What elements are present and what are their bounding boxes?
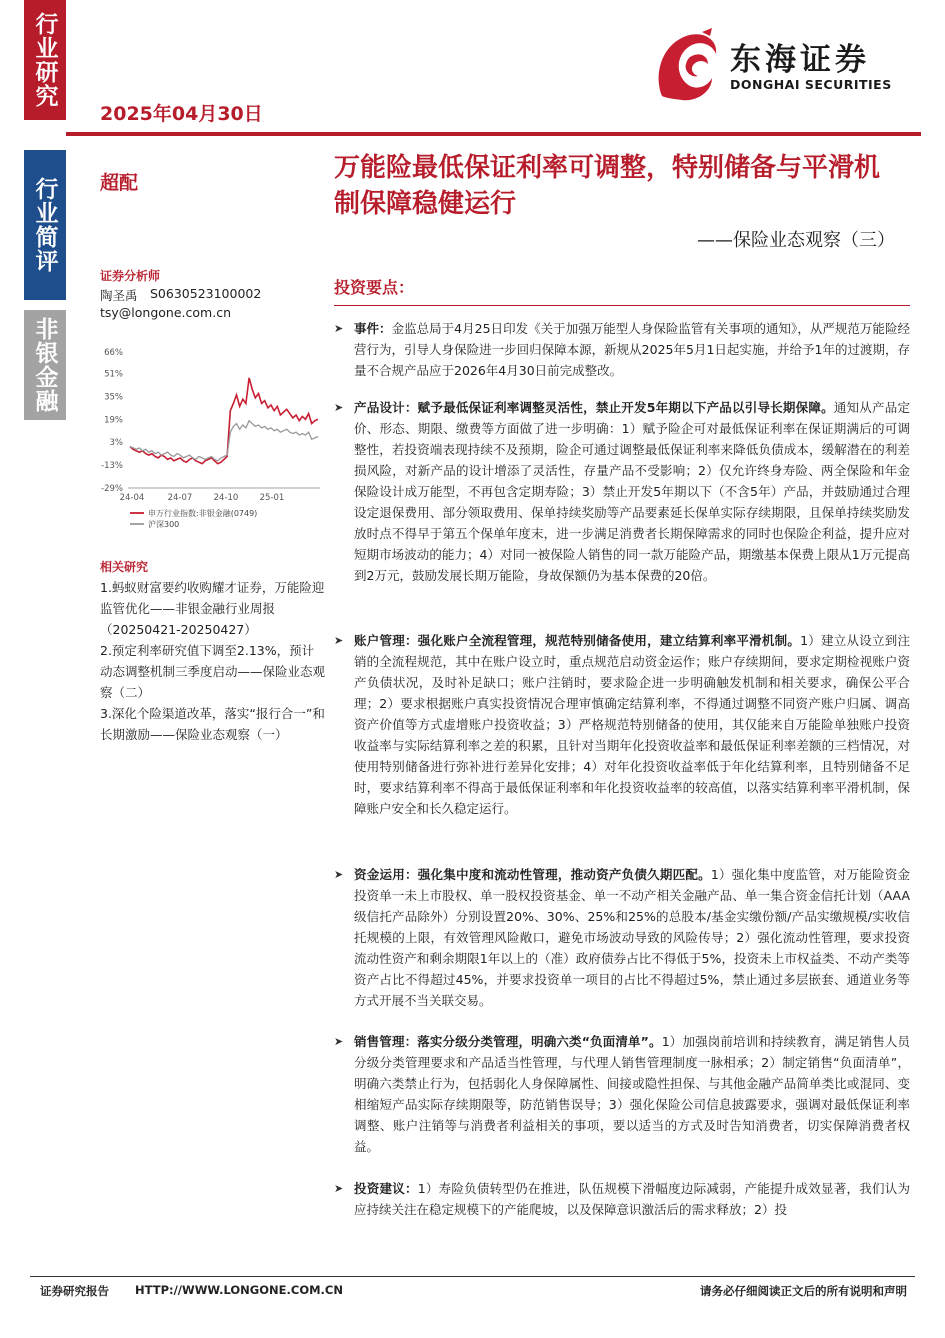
points-divider [334, 305, 910, 306]
index-performance-chart [96, 340, 326, 540]
report-subtitle: ——保险业态观察（三） [697, 230, 895, 251]
related-research-heading: 相关研究 [100, 560, 149, 574]
point-event [334, 318, 910, 381]
side-tab-sector [24, 310, 66, 420]
analyst-heading: 证券分析师 [100, 269, 161, 283]
series-line-1 [130, 421, 318, 461]
point-body: 1）加强岗前培训和持续教育，满足销售人员分级分类管理要求和产品适当性管理，与代理人销售管理制度一脉相承；2）制定销售“负面清单”，明确六类禁止行为，包括弱化人身保障属性、间接或隐性担保、与其他金融产品简单类比或混同、变相缩短产品实际存续期限等，防范销售误导；3）强化保险公司信息披露要求，强调对最低保证利率调整、账户注销等与消费者利益相关的事项，要以适当的方式及时告知消费者，切实保障消费者权益。 [354, 1034, 910, 1154]
rating-badge: 超配 [100, 172, 139, 194]
x-tick-label: 24-07 [167, 493, 193, 503]
y-tick-label: -13% [101, 461, 123, 472]
dragon-logo-icon [652, 26, 724, 106]
chevron-right-icon: ➤ [334, 634, 344, 647]
report-date: 2025年04月30日 [100, 103, 263, 125]
top-divider [66, 132, 921, 136]
side-tab-industry-research [24, 0, 66, 120]
chevron-right-icon: ➤ [334, 322, 344, 335]
chart-canvas [96, 340, 326, 540]
point-product-design [334, 397, 910, 586]
point-investment-advice [334, 1178, 910, 1220]
side-tab-industry-brief [24, 150, 66, 300]
x-tick-label: 25-01 [259, 493, 285, 503]
chevron-right-icon: ➤ [334, 1182, 344, 1195]
analyst-name: 陶圣禹 [100, 288, 138, 303]
related-research-item[interactable]: 1.蚂蚁财富要约收购耀才证券，万能险迎监管优化——非银金融行业周报（20250421-20250427） [100, 580, 325, 637]
point-sales-management [334, 1031, 910, 1157]
point-lead: 资金运用：强化集中度和流动性管理，推动资产负债久期匹配。 [354, 867, 711, 882]
point-lead: 投资建议： [354, 1181, 418, 1196]
x-tick-label: 24-10 [213, 493, 239, 503]
y-tick-label: 3% [109, 438, 123, 449]
footer-website-link[interactable]: HTTP://WWW.LONGONE.COM.CN [135, 1283, 343, 1297]
chevron-right-icon: ➤ [334, 1035, 344, 1048]
series-line-0 [130, 378, 318, 464]
y-tick-label: 19% [104, 415, 123, 426]
side-tab-label: 行业简评 [31, 177, 58, 273]
point-fund-usage [334, 864, 910, 1011]
point-body: 1）强化集中度监管，对万能险资金投资单一未上市股权、单一股权投资基金、单一不动产相关金融产品、单一集合资金信托计划（AAA级信托产品除外）分别设置20%、30%、25%和25%的总股本/基金实缴份额/产品实缴规模/实收信托规模的上限，有效管理风险敞口，避免市场波动导致的风险传导；2）强化流动性管理，要求投资流动性资产和剩余期限1年以上的（准）政府债券占比不得低于5%，投资未上市权益类、不动产类等资产占比不得超过45%，并要求投资单一项目的占比不得超过5%，禁止通过多层嵌套、通道业务等方式开展不当关联交易。 [354, 867, 910, 1008]
analyst-email[interactable]: tsy@longone.com.cn [100, 305, 231, 320]
chevron-right-icon: ➤ [334, 868, 344, 881]
point-body: 1）建立从设立到注销的全流程规范，其中在账户设立时，重点规范启动资金运作；账户存续期间，要求定期检视账户资产负债状况，及时补足缺口；账户注销时，要求险企进一步明确触发机制和相关要求，确保公平合理；2）要求根据账户真实投资情况合理审慎确定结算利率，不得通过调整不同资产账户归属、调高资产价值等方式虚增账户投资收益；3）严格规范特别储备的使用，其仅能来自万能险单独账户投资收益率与实际结算利率之差的积累，且针对当期年化投资收益率和最低保证利率差额的三档情况，对使用特别储备进行弥补进行差异化安排；4）对年化投资收益率低于年化结算利率，且特别储备不足时，要求结算利率不得高于最低保证利率和年化投资收益率的较高值，以落实结算利率平滑机制，保障账户安全和长久稳定运行。 [354, 633, 910, 816]
report-title: 万能险最低保证利率可调整，特别储备与平滑机制保障稳健运行 [334, 153, 881, 219]
legend-label: 沪深300 [148, 520, 180, 529]
analyst-license-id: S0630523100002 [150, 286, 262, 301]
investment-points-heading: 投资要点： [334, 278, 415, 297]
y-tick-label: 35% [104, 392, 123, 403]
y-tick-label: 51% [104, 369, 123, 380]
footer-divider [30, 1276, 915, 1277]
point-lead: 账户管理：强化账户全流程管理，规范特别储备使用，建立结算利率平滑机制。 [354, 633, 801, 648]
footer-disclaimer: 请务必仔细阅读正文后的所有说明和声明 [700, 1284, 907, 1298]
y-tick-label: -29% [101, 484, 123, 494]
point-account-management [334, 630, 910, 819]
side-tab-label: 非银金融 [31, 317, 58, 413]
related-research-item[interactable]: 2.预定利率研究值下调至2.13%，预计动态调整机制三季度启动——保险业态观察（二） [100, 643, 326, 700]
x-tick-label: 24-04 [119, 493, 145, 503]
footer-report-type: 证券研究报告 [40, 1284, 109, 1298]
point-body: 1）寿险负债转型仍在推进，队伍规模下滑幅度边际减弱，产能提升成效显著，我们认为应持续关注在稳定规模下的产能爬坡，以及保障意识激活后的需求释放；2）投 [354, 1181, 910, 1217]
logo-chinese-name: 东海证券 [730, 42, 870, 78]
point-lead: 销售管理：落实分级分类管理，明确六类“负面清单”。 [354, 1034, 662, 1049]
logo-english-name: DONGHAI SECURITIES [730, 77, 892, 92]
related-research-item[interactable]: 3.深化个险渠道改革，落实“报行合一”和长期激励——保险业态观察（一） [100, 706, 325, 742]
point-lead: 产品设计：赋予最低保证利率调整灵活性，禁止开发5年期以下产品以引导长期保障。 [354, 400, 834, 415]
y-tick-label: 66% [104, 348, 123, 358]
chevron-right-icon: ➤ [334, 401, 344, 414]
company-logo [650, 22, 910, 108]
related-research-list [100, 577, 326, 745]
side-tab-label: 行业研究 [31, 12, 58, 108]
point-body: 金监总局于4月25日印发《关于加强万能型人身保险监管有关事项的通知》，从严规范万能险经营行为，引导人身保险进一步回归保障本源，新规从2025年5月1日起实施，并给予1年的过渡期，存量不合规产品应于2026年4月30日前完成整改。 [354, 321, 910, 378]
point-lead: 事件： [354, 321, 392, 336]
point-body: 通知从产品定价、形态、期限、缴费等方面做了进一步明确：1）赋予险企可对最低保证利率在保证期满后的可调整性，若投资端表现持续不及预期，险企可通过调整最低保证利率来降低负债成本，缓解潜在的利差损风险，对新产品的设计增添了灵活性，存量产品不受影响；2）仅允许终身寿险、两全保险和年金保险设计成万能型，不再包含定期寿险；3）禁止开发5年期以下（不含5年）产品，并鼓励通过合理设定退保费用、部分领取费用、保单持续奖励等产品要素延长保单实际存续期限，且保单持续奖励发放时点不得早于第五个保单年度末，进一步满足消费者长期保障需求的同时也保险企利益，提升应对短期市场波动的能力；4）对同一被保险人销售的同一款万能险产品，期缴基本保费上限从1万元提高到2万元，鼓励发展长期万能险，身故保额仍为基本保费的20倍。 [354, 400, 910, 583]
legend-label: 申万行业指数:非银金融(0749) [148, 509, 258, 518]
